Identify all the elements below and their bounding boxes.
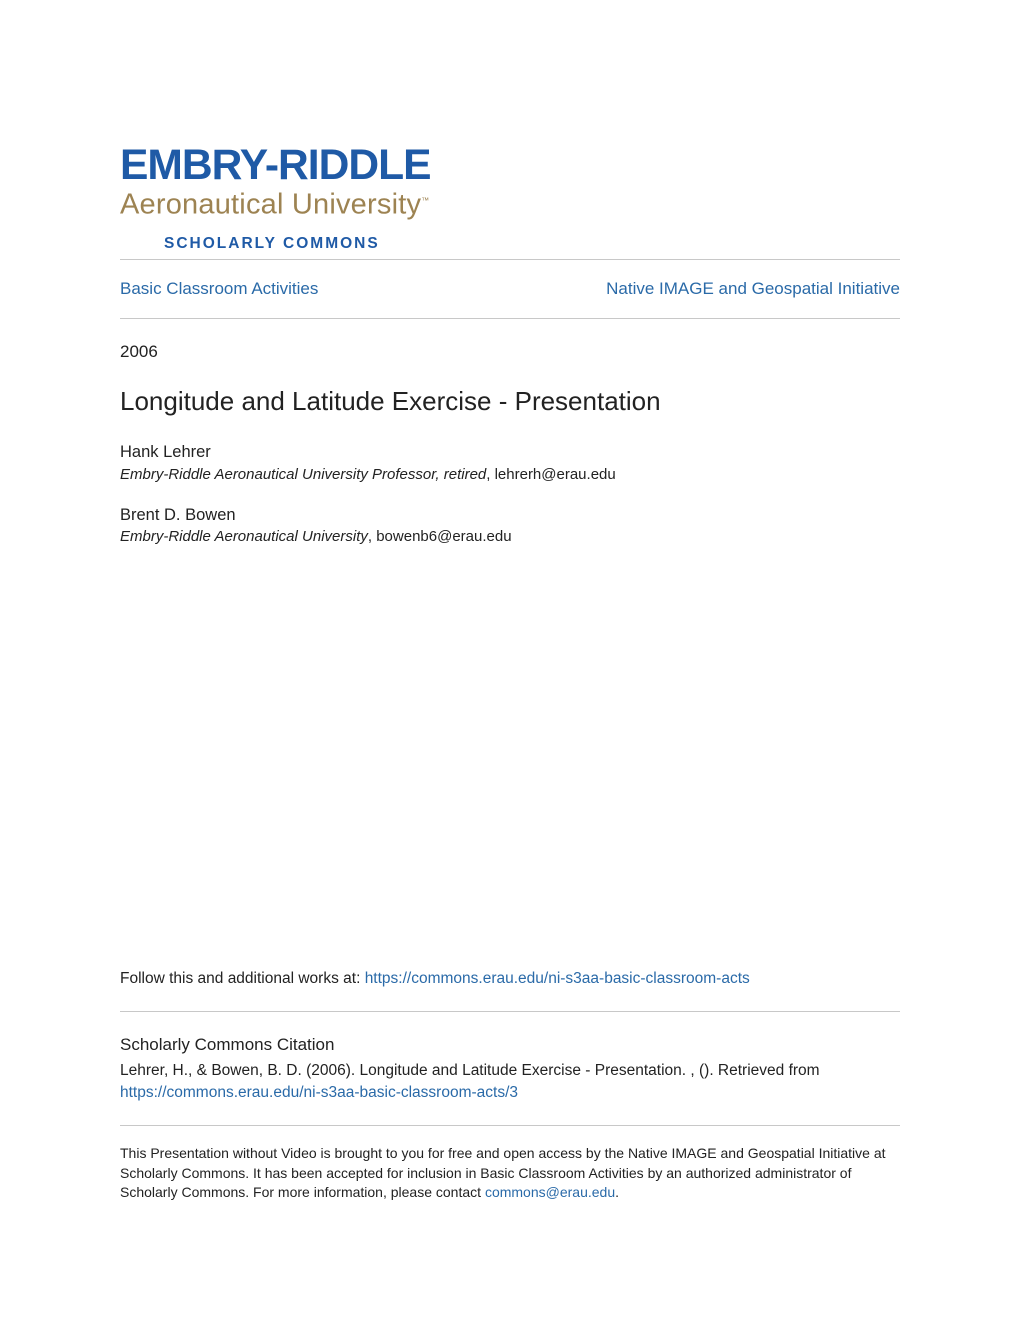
- citation-text: Lehrer, H., & Bowen, B. D. (2006). Longitude and Latitude Exercise - Presentation. , (). Retrieved from: [120, 1062, 820, 1079]
- author-email: , bowenb6@erau.edu: [367, 528, 512, 545]
- follow-link[interactable]: https://commons.erau.edu/ni-s3aa-basic-classroom-acts: [364, 970, 750, 987]
- publication-year: 2006: [120, 342, 158, 361]
- author-name: Brent D. Bowen: [120, 506, 236, 524]
- link-native-image-initiative[interactable]: Native IMAGE and Geospatial Initiative: [606, 279, 900, 298]
- affiliation-text: Embry-Riddle Aeronautical University Professor, retired: [120, 466, 487, 483]
- logo-wordmark-aeronautical-university: [120, 185, 482, 221]
- author-email: , lehrerh@erau.edu: [486, 466, 616, 483]
- footer-text: This Presentation without Video is brought to you for free and open access by the Native IMAGE and Geospatial Initiative at Scholarly Commons. It has been accepted for inclusion in Basic Classroom Activities by an authorized administrator of Scholarly Commons. For more information, please contact: [120, 1145, 886, 1200]
- logo-line2-text: Aeronautical University: [120, 188, 422, 221]
- footer-end: .: [615, 1184, 619, 1200]
- divider-nav: [120, 318, 900, 319]
- divider-citation: [120, 1011, 900, 1012]
- divider-top: [120, 259, 900, 260]
- contact-email-link[interactable]: commons@erau.edu: [484, 1184, 616, 1200]
- footer-notice: [120, 1144, 900, 1203]
- author-affiliation: [120, 528, 512, 545]
- divider-footer: [120, 1125, 900, 1126]
- affiliation-text: Embry-Riddle Aeronautical University: [120, 528, 368, 545]
- page-title: Longitude and Latitude Exercise - Presentation: [120, 386, 661, 416]
- follow-line: [120, 970, 750, 988]
- citation-body: [120, 1060, 900, 1104]
- author-name: Hank Lehrer: [120, 443, 211, 461]
- citation-heading: Scholarly Commons Citation: [120, 1035, 335, 1054]
- link-basic-classroom-activities[interactable]: Basic Classroom Activities: [120, 279, 319, 298]
- author-affiliation: [120, 466, 616, 483]
- logo-scholarly-commons: SCHOLARLY COMMONS: [164, 234, 380, 252]
- trademark-symbol: ™: [421, 196, 430, 205]
- citation-link[interactable]: https://commons.erau.edu/ni-s3aa-basic-classroom-acts/3: [120, 1084, 518, 1101]
- follow-label: Follow this and additional works at:: [120, 970, 365, 987]
- university-logo: [120, 141, 482, 253]
- logo-wordmark-embry-riddle: EMBRY-RIDDLE: [120, 141, 431, 189]
